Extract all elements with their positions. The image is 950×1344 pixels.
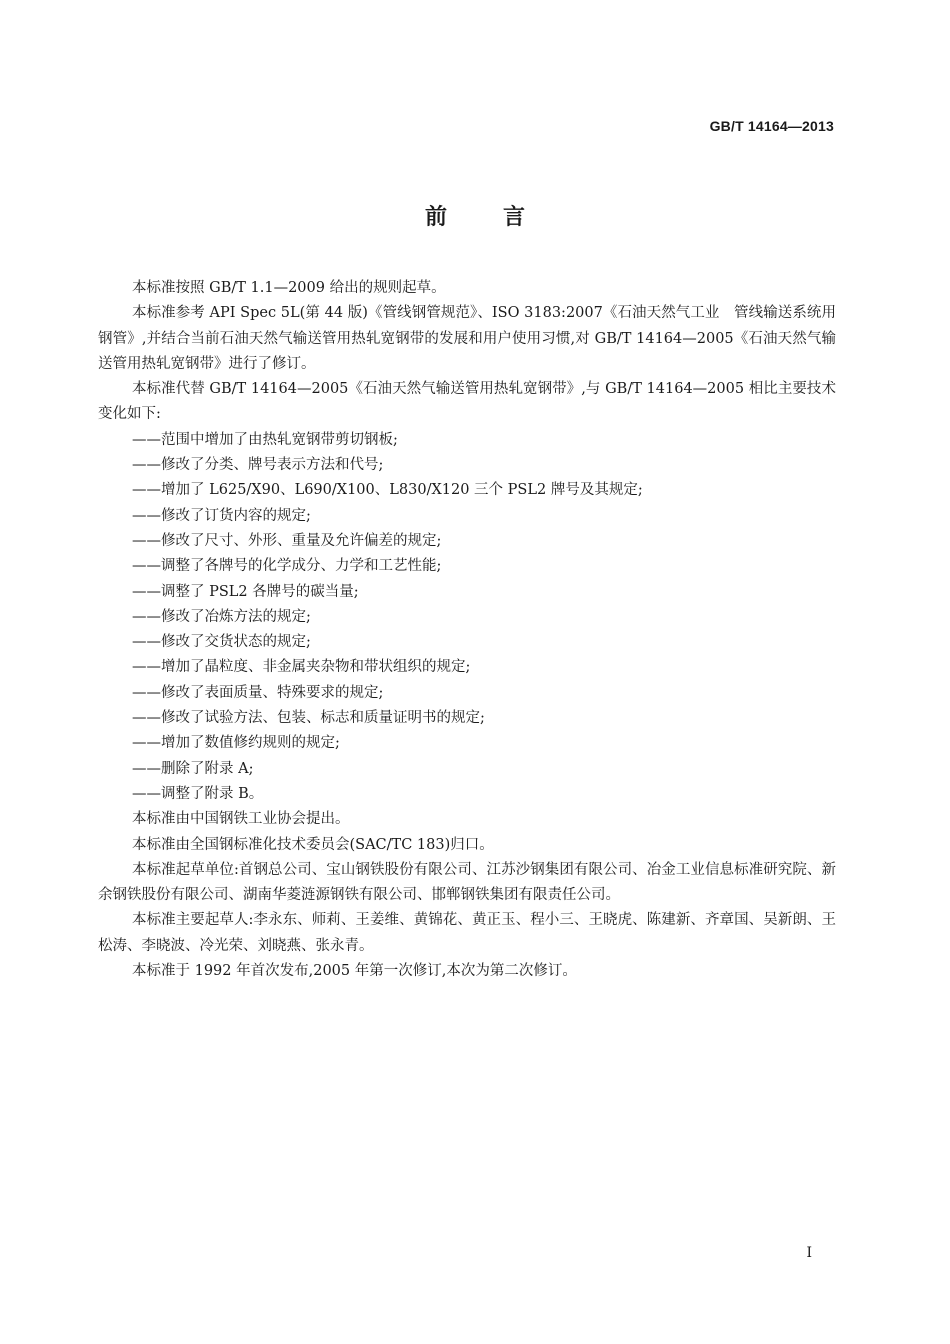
- list-item: ——修改了交货状态的规定;: [132, 634, 311, 651]
- list-item: ——调整了附录 B。: [132, 785, 264, 802]
- document-body: [98, 276, 836, 984]
- page-number: I: [806, 1245, 812, 1261]
- paragraph-references: 本标准参考 API Spec 5L(第 44 版)《管线钢管规范》、ISO 3183:2007《石油天然气工业 管线输送系统用钢管》,并结合当前石油天然气输送管用热轧宽钢带的发展和用户使用习惯,对 GB/T 14164—2005《石油天然气输送管用热轧宽钢带》进行了修订。: [98, 305, 836, 372]
- paragraph-centralized: 本标准由全国钢标准化技术委员会(SAC/TC 183)归口。: [132, 836, 494, 853]
- paragraph-drafting-rules: 本标准按照 GB/T 1.1—2009 给出的规则起草。: [132, 280, 446, 296]
- paragraph-drafting-units: 本标准起草单位:首钢总公司、宝山钢铁股份有限公司、江苏沙钢集团有限公司、冶金工业信息标准研究院、新余钢铁股份有限公司、湖南华菱涟源钢铁有限公司、邯郸钢铁集团有限责任公司。: [98, 861, 836, 904]
- list-item: ——修改了表面质量、特殊要求的规定;: [132, 684, 384, 701]
- list-item: ——增加了数值修约规则的规定;: [132, 735, 340, 752]
- paragraph-proposer: 本标准由中国钢铁工业协会提出。: [132, 811, 350, 828]
- paragraph-drafters: 本标准主要起草人:李永东、师莉、王姜维、黄锦花、黄正玉、程小三、王晓虎、陈建新、齐章国、吴新朗、王松涛、李晓波、冷光荣、刘晓燕、张永青。: [98, 912, 836, 954]
- standard-code: GB/T 14164—2013: [709, 118, 834, 134]
- paragraph-history: 本标准于 1992 年首次发布,2005 年第一次修订,本次为第二次修订。: [132, 963, 577, 980]
- list-item: ——修改了分类、牌号表示方法和代号;: [132, 457, 384, 474]
- list-item: ——修改了冶炼方法的规定;: [132, 608, 311, 625]
- list-item: ——范围中增加了由热轧宽钢带剪切钢板;: [132, 431, 398, 448]
- list-item: ——修改了尺寸、外形、重量及允许偏差的规定;: [132, 532, 442, 549]
- list-item: ——增加了 L625/X90、L690/X100、L830/X120 三个 PSL2 牌号及其规定;: [132, 482, 643, 499]
- list-item: ——增加了晶粒度、非金属夹杂物和带状组织的规定;: [132, 659, 471, 676]
- list-item: ——删除了附录 A;: [132, 760, 254, 777]
- list-item: ——调整了各牌号的化学成分、力学和工艺性能;: [132, 558, 442, 575]
- changes-list: [98, 428, 836, 807]
- paragraph-replacement: 本标准代替 GB/T 14164—2005《石油天然气输送管用热轧宽钢带》,与 GB/T 14164—2005 相比主要技术变化如下:: [98, 381, 836, 423]
- page-title: 前言: [424, 205, 581, 230]
- list-item: ——修改了订货内容的规定;: [132, 507, 311, 524]
- list-item: ——修改了试验方法、包装、标志和质量证明书的规定;: [132, 710, 485, 727]
- list-item: ——调整了 PSL2 各牌号的碳当量;: [132, 583, 359, 600]
